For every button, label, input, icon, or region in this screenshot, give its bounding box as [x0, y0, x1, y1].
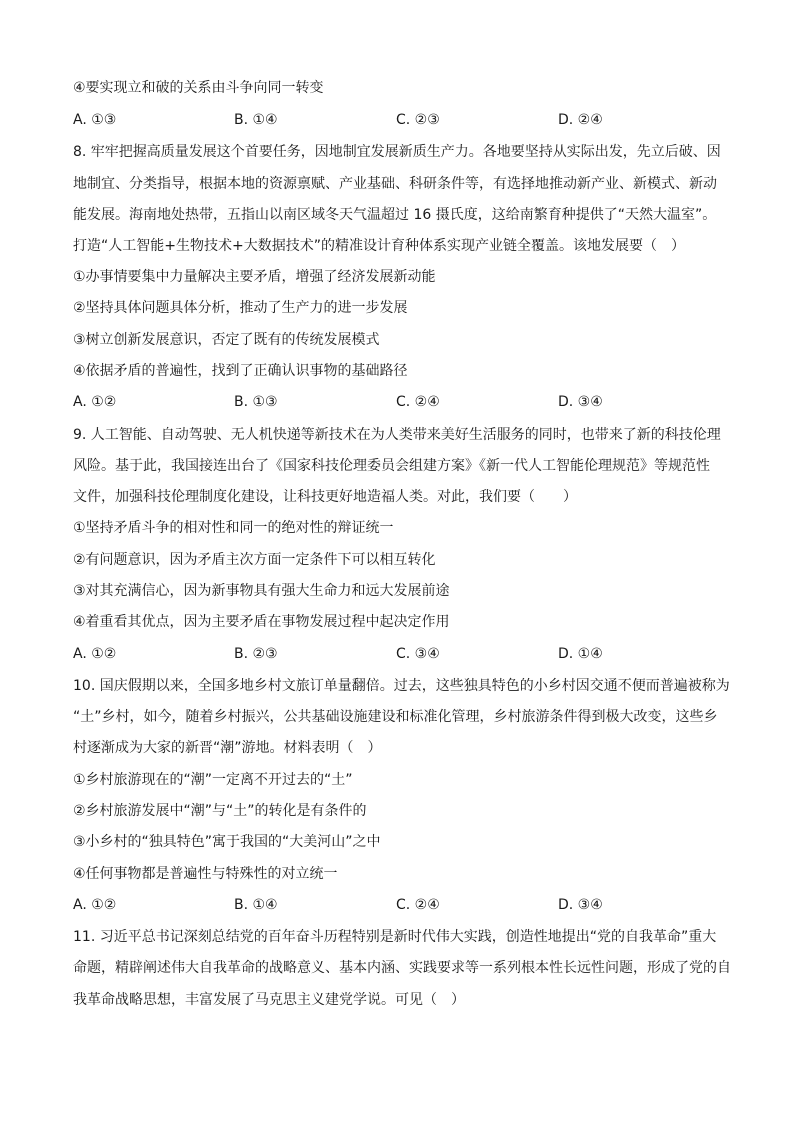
q8-option-c: C. ②④ — [396, 394, 440, 410]
q7-option-c: C. ②③ — [396, 112, 440, 128]
q7-options — [73, 110, 733, 130]
q10-stem-line: “土”乡村，如今，随着乡村振兴，公共基础设施建设和标准化管理，乡村旅游条件得到极大改变，这些乡 — [73, 709, 718, 725]
q7-option-a: A. ①③ — [73, 112, 117, 128]
q10-option-a: A. ①② — [73, 897, 117, 913]
q10-option-c: C. ②④ — [396, 897, 440, 913]
q7-option-d: D. ②④ — [558, 112, 603, 128]
q9-stem-line: 文件，加强科技伦理制度化建设，让科技更好地造福人类。对此，我们要（ ） — [73, 489, 577, 505]
q9-option-d: D. ①④ — [558, 646, 603, 662]
q9-statement-1: ①坚持矛盾斗争的相对性和同一的绝对性的辩证统一 — [73, 520, 394, 536]
q9-stem-line: 9. 人工智能、自动驾驶、无人机快递等新技术在为人类带来美好生活服务的同时，也带来了新的科技伦理 — [73, 427, 721, 443]
q11-stem-line: 命题，精辟阐述伟大自我革命的战略意义、基本内涵、实践要求等一系列根本性长远性问题，形成了党的自 — [73, 960, 731, 976]
q8-statement-3: ③树立创新发展意识，否定了既有的传统发展模式 — [73, 332, 380, 348]
q10-statement-2: ②乡村旅游发展中“潮”与“土”的转化是有条件的 — [73, 803, 367, 819]
q8-stem-line: 能发展。海南地处热带，五指山以南区域冬天气温超过 16 摄氏度，这给南繁育种提供了“天然大温室”。 — [73, 207, 717, 223]
q8-statement-4: ④依据矛盾的普遍性，找到了正确认识事物的基础路径 — [73, 363, 408, 379]
q10-stem-line: 10. 国庆假期以来，全国多地乡村文旅订单量翻倍。过去，这些独具特色的小乡村因交通不便而普遍被称为 — [73, 678, 730, 694]
q10-statement-3: ③小乡村的“独具特色”寓于我国的“大美河山”之中 — [73, 834, 381, 850]
q9-statement-4: ④着重看其优点，因为主要矛盾在事物发展过程中起决定作用 — [73, 614, 450, 630]
q8-stem-line: 打造“人工智能+生物技术+大数据技术”的精准设计育种体系实现产业链全覆盖。该地发展要（ ） — [73, 238, 685, 254]
q9-option-b: B. ②③ — [234, 646, 278, 662]
q9-options — [73, 644, 733, 664]
q11-stem-line: 11. 习近平总书记深刻总结党的百年奋斗历程特别是新时代伟大实践，创造性地提出“党的自我革命”重大 — [73, 929, 717, 945]
q8-stem-line: 8. 牢牢把握高质量发展这个首要任务，因地制宜发展新质生产力。各地要坚持从实际出发，先立后破、因 — [73, 144, 721, 160]
q10-statement-4: ④任何事物都是普遍性与特殊性的对立统一 — [73, 866, 338, 882]
q8-option-d: D. ③④ — [558, 394, 603, 410]
q9-statement-2: ②有问题意识，因为矛盾主次方面一定条件下可以相互转化 — [73, 552, 436, 568]
q10-option-b: B. ①④ — [234, 897, 278, 913]
q8-option-b: B. ①③ — [234, 394, 278, 410]
q8-statement-1: ①办事情要集中力量解决主要矛盾，增强了经济发展新动能 — [73, 269, 436, 285]
q10-stem-line: 村逐渐成为大家的新晋“潮”游地。材料表明（ ） — [73, 740, 382, 756]
q8-option-a: A. ①② — [73, 394, 117, 410]
q11-stem-line: 我革命战略思想，丰富发展了马克思主义建党学说。可见（ ） — [73, 992, 465, 1008]
q9-statement-3: ③对其充满信心，因为新事物具有强大生命力和远大发展前途 — [73, 583, 450, 599]
q9-option-c: C. ③④ — [396, 646, 440, 662]
q9-stem-line: 风险。基于此，我国接连出台了《国家科技伦理委员会组建方案》《新一代人工智能伦理规范》等规范性 — [73, 458, 710, 474]
q10-options — [73, 895, 733, 915]
q8-stem-line: 地制宜、分类指导，根据本地的资源禀赋、产业基础、科研条件等，有选择地推动新产业、新模式、新动 — [73, 176, 717, 192]
q7-statement-4: ④要实现立和破的关系由斗争向同一转变 — [73, 80, 324, 96]
q9-option-a: A. ①② — [73, 646, 117, 662]
q10-option-d: D. ③④ — [558, 897, 603, 913]
q10-statement-1: ①乡村旅游现在的“潮”一定离不开过去的“土” — [73, 772, 353, 788]
q8-options — [73, 392, 733, 412]
q7-option-b: B. ①④ — [234, 112, 278, 128]
q8-statement-2: ②坚持具体问题具体分析，推动了生产力的进一步发展 — [73, 300, 408, 316]
